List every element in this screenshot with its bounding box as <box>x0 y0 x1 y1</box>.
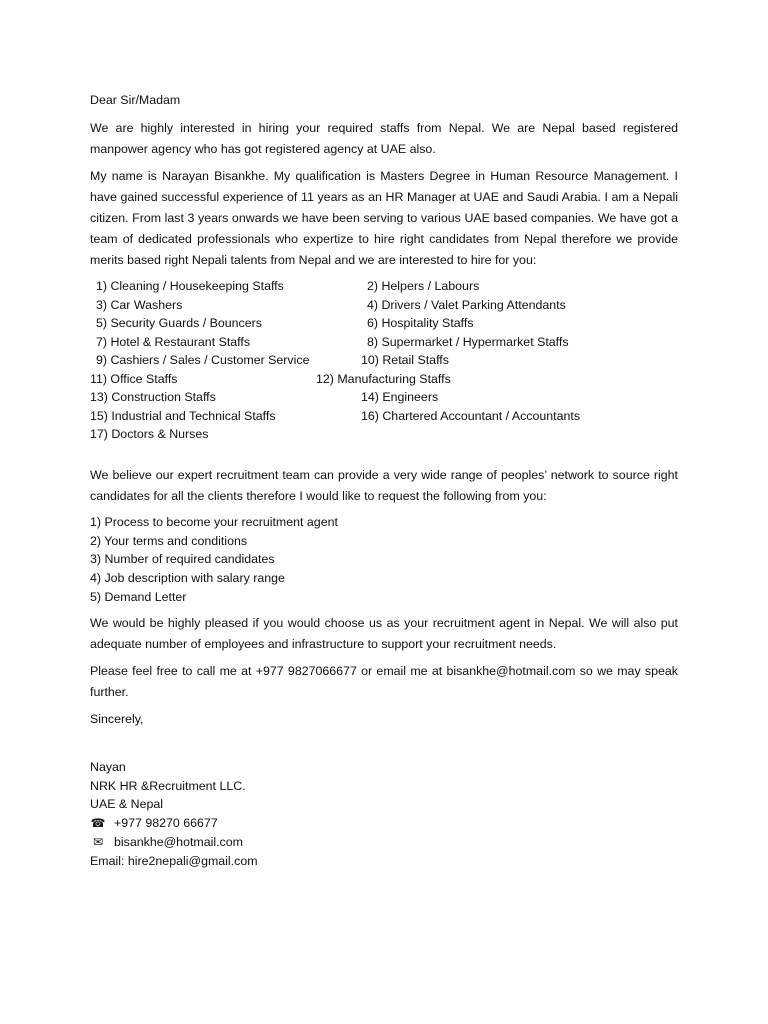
staff-category-item: 17) Doctors & Nurses <box>90 427 209 441</box>
request-item: 2) Your terms and conditions <box>90 533 248 548</box>
signature-email <box>90 833 258 852</box>
staff-category-item: 6) Hospitality Staffs <box>367 316 474 330</box>
request-item: 1) Process to become your recruitment agent <box>90 515 338 529</box>
closing: Sincerely, <box>90 711 144 726</box>
request-list <box>90 513 678 607</box>
background-paragraph: My name is Narayan Bisankhe. My qualification is Masters Degree in Human Resource Management. I have gained successful experience of 11 years as an HR Manager at UAE and Saudi Arabia. I am a Nepali citizen. From last 3 years onwards we have been serving to various UAE based companies. We have got a team of dedicated professionals who expertize to hire right candidates from Nepal therefore we provide merits based right Nepali talents from Nepal and we are interested to hire for you: <box>90 169 678 267</box>
signature-location: UAE & Nepal <box>90 797 164 812</box>
pleased-paragraph: We would be highly pleased if you would choose us as your recruitment agent in Nepal. We will also put adequate number of employees and infrastructure to support your recruitment needs. <box>90 615 678 651</box>
staff-category-item: 1) Cleaning / Housekeeping Staffs <box>96 279 284 293</box>
staff-category-list <box>90 277 678 457</box>
salutation: Dear Sir/Madam <box>90 93 181 107</box>
request-item: 5) Demand Letter <box>90 589 187 604</box>
email-address: bisankhe@hotmail.com <box>114 834 243 849</box>
staff-category-item: 4) Drivers / Valet Parking Attendants <box>367 297 566 312</box>
signature-block <box>90 758 258 870</box>
request-intro-paragraph: We believe our expert recruitment team can provide a very wide range of peoples’ network to source right candidates for all the clients therefore I would like to request the following from you: <box>90 468 678 503</box>
staff-category-item: 15) Industrial and Technical Staffs <box>90 408 276 423</box>
signature-company: NRK HR &Recruitment LLC. <box>90 778 246 793</box>
contact-paragraph: Please feel free to call me at +977 9827066677 or email me at bisankhe@hotmail.com so we may speak further. <box>90 663 678 699</box>
staff-category-item: 10) Retail Staffs <box>361 353 449 367</box>
staff-category-item: 14) Engineers <box>361 390 439 404</box>
staff-category-item: 3) Car Washers <box>96 297 183 312</box>
signature-name: Nayan <box>90 760 126 774</box>
request-item: 4) Job description with salary range <box>90 571 285 586</box>
staff-category-item: 5) Security Guards / Bouncers <box>96 316 262 330</box>
letter-body <box>90 90 678 730</box>
signature-phone <box>90 814 258 833</box>
staff-category-item: 2) Helpers / Labours <box>367 279 480 293</box>
staff-category-item: 16) Chartered Accountant / Accountants <box>361 408 581 423</box>
staff-category-item: 9) Cashiers / Sales / Customer Service <box>96 353 310 367</box>
telephone-icon: ☎ <box>90 816 106 831</box>
signature-email-secondary: Email: hire2nepali@gmail.com <box>90 853 258 868</box>
envelope-icon: ✉ <box>92 834 104 849</box>
request-item: 3) Number of required candidates <box>90 552 275 567</box>
phone-number: +977 98270 66677 <box>114 816 218 831</box>
staff-category-item: 13) Construction Staffs <box>90 390 216 404</box>
staff-category-item: 11) Office Staffs <box>90 371 178 386</box>
intro-paragraph: We are highly interested in hiring your required staffs from Nepal. We are Nepal based registered manpower agency who has got registered agency at UAE also. <box>90 121 678 156</box>
staff-category-item: 7) Hotel & Restaurant Staffs <box>96 334 251 349</box>
staff-category-item: 8) Supermarket / Hypermarket Staffs <box>367 334 569 349</box>
staff-category-item: 12) Manufacturing Staffs <box>316 371 451 386</box>
